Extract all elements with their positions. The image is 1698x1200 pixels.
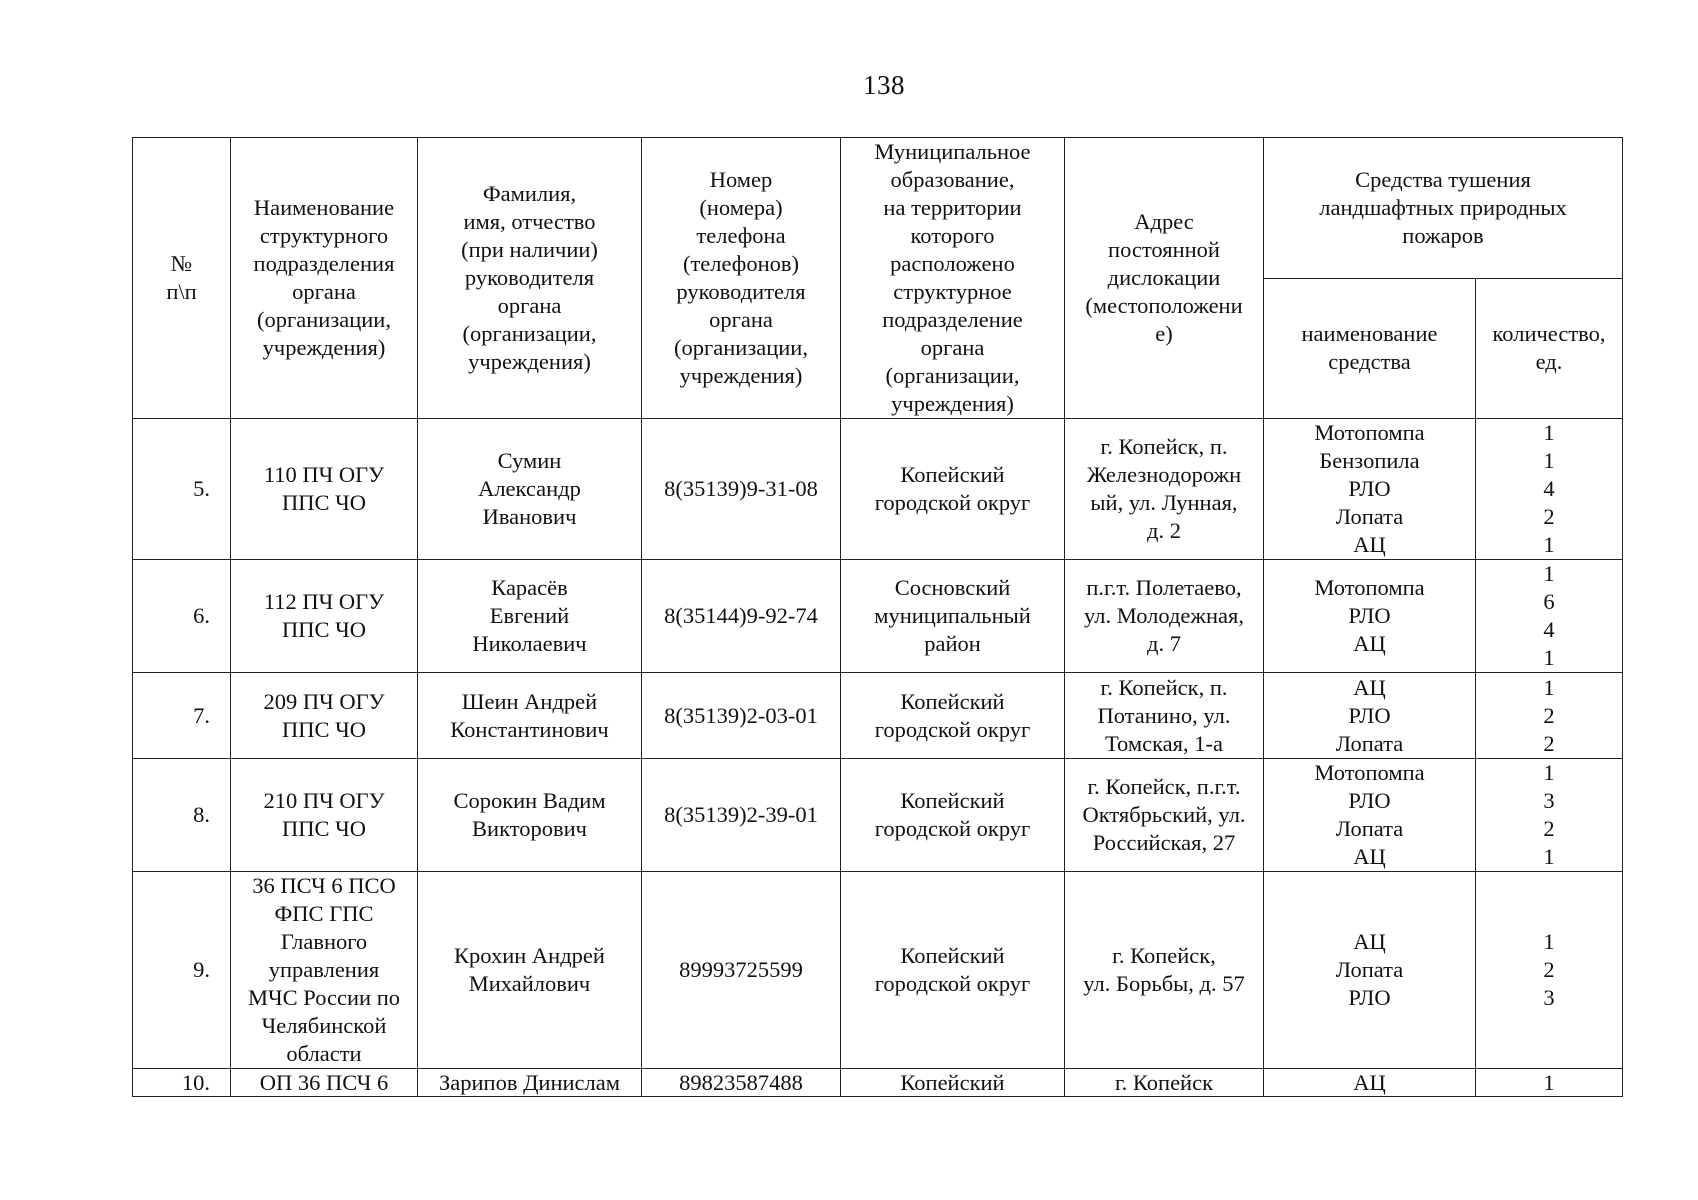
header-phone: Номер (номера) телефона (телефонов) руководителя органа (организации, учреждения) <box>642 138 841 419</box>
row-phone: 89823587488 <box>642 1069 841 1097</box>
table-row <box>133 1069 1623 1097</box>
table-row <box>133 560 1623 673</box>
row-unit: 110 ПЧ ОГУ ППС ЧО <box>231 419 418 560</box>
header-num: № п\п <box>133 138 231 419</box>
row-head: Крохин Андрей Михайлович <box>418 872 642 1069</box>
row-means: Мотопомпа Бензопила РЛО Лопата АЦ <box>1264 419 1476 560</box>
row-unit: 112 ПЧ ОГУ ППС ЧО <box>231 560 418 673</box>
header-head: Фамилия, имя, отчество (при наличии) руководителя органа (организации, учреждения) <box>418 138 642 419</box>
row-head: Карасёв Евгений Николаевич <box>418 560 642 673</box>
row-address: г. Копейск <box>1065 1069 1264 1097</box>
page-number: 138 <box>863 70 905 100</box>
row-address: г. Копейск, п.г.т. Октябрьский, ул. Российская, 27 <box>1065 759 1264 872</box>
row-head: Сумин Александр Иванович <box>418 419 642 560</box>
row-phone: 8(35144)9-92-74 <box>642 560 841 673</box>
row-num: 9. <box>133 872 231 1069</box>
row-qty: 1 6 4 1 <box>1476 560 1623 673</box>
row-phone: 89993725599 <box>642 872 841 1069</box>
header-means-qty: количество, ед. <box>1476 278 1623 419</box>
row-means: АЦ РЛО Лопата <box>1264 673 1476 759</box>
table-row <box>133 872 1623 1069</box>
row-phone: 8(35139)9-31-08 <box>642 419 841 560</box>
row-num: 5. <box>133 419 231 560</box>
row-num: 6. <box>133 560 231 673</box>
row-municipality: Копейский городской округ <box>841 759 1065 872</box>
row-means: АЦ Лопата РЛО <box>1264 872 1476 1069</box>
row-qty: 1 2 3 <box>1476 872 1623 1069</box>
row-address: п.г.т. Полетаево, ул. Молодежная, д. 7 <box>1065 560 1264 673</box>
row-unit: 209 ПЧ ОГУ ППС ЧО <box>231 673 418 759</box>
row-num: 10. <box>133 1069 231 1097</box>
row-means: Мотопомпа РЛО АЦ <box>1264 560 1476 673</box>
row-qty: 1 <box>1476 1069 1623 1097</box>
row-phone: 8(35139)2-03-01 <box>642 673 841 759</box>
header-municipality: Муниципальное образование, на территории которого расположено структурное подразделение органа (организации, учреждения) <box>841 138 1065 419</box>
row-head: Шеин Андрей Константинович <box>418 673 642 759</box>
header-unit: Наименование структурного подразделения органа (организации, учреждения) <box>231 138 418 419</box>
row-head: Сорокин Вадим Викторович <box>418 759 642 872</box>
row-qty: 1 1 4 2 1 <box>1476 419 1623 560</box>
header-address: Адрес постоянной дислокации (местоположени е) <box>1065 138 1264 419</box>
table-row <box>133 419 1623 560</box>
row-qty: 1 2 2 <box>1476 673 1623 759</box>
header-means-group: Средства тушения ландшафтных природных пожаров <box>1264 138 1623 279</box>
row-municipality: Копейский городской округ <box>841 673 1065 759</box>
row-address: г. Копейск, ул. Борьбы, д. 57 <box>1065 872 1264 1069</box>
row-municipality: Сосновский муниципальный район <box>841 560 1065 673</box>
header-row <box>133 138 1623 279</box>
table-row <box>133 759 1623 872</box>
row-unit: ОП 36 ПСЧ 6 <box>231 1069 418 1097</box>
row-unit: 210 ПЧ ОГУ ППС ЧО <box>231 759 418 872</box>
row-address: г. Копейск, п. Железнодорожн ый, ул. Лунная, д. 2 <box>1065 419 1264 560</box>
row-phone: 8(35139)2-39-01 <box>642 759 841 872</box>
header-means-name: наименование средства <box>1264 278 1476 419</box>
row-num: 7. <box>133 673 231 759</box>
row-qty: 1 3 2 1 <box>1476 759 1623 872</box>
row-means: АЦ <box>1264 1069 1476 1097</box>
row-municipality: Копейский <box>841 1069 1065 1097</box>
row-head: Зарипов Динислам <box>418 1069 642 1097</box>
row-num: 8. <box>133 759 231 872</box>
fire-units-table <box>132 137 1623 1097</box>
row-municipality: Копейский городской округ <box>841 872 1065 1069</box>
row-address: г. Копейск, п. Потанино, ул. Томская, 1-а <box>1065 673 1264 759</box>
row-municipality: Копейский городской округ <box>841 419 1065 560</box>
row-means: Мотопомпа РЛО Лопата АЦ <box>1264 759 1476 872</box>
table-row <box>133 673 1623 759</box>
row-unit: 36 ПСЧ 6 ПСО ФПС ГПС Главного управления МЧС России по Челябинской области <box>231 872 418 1069</box>
